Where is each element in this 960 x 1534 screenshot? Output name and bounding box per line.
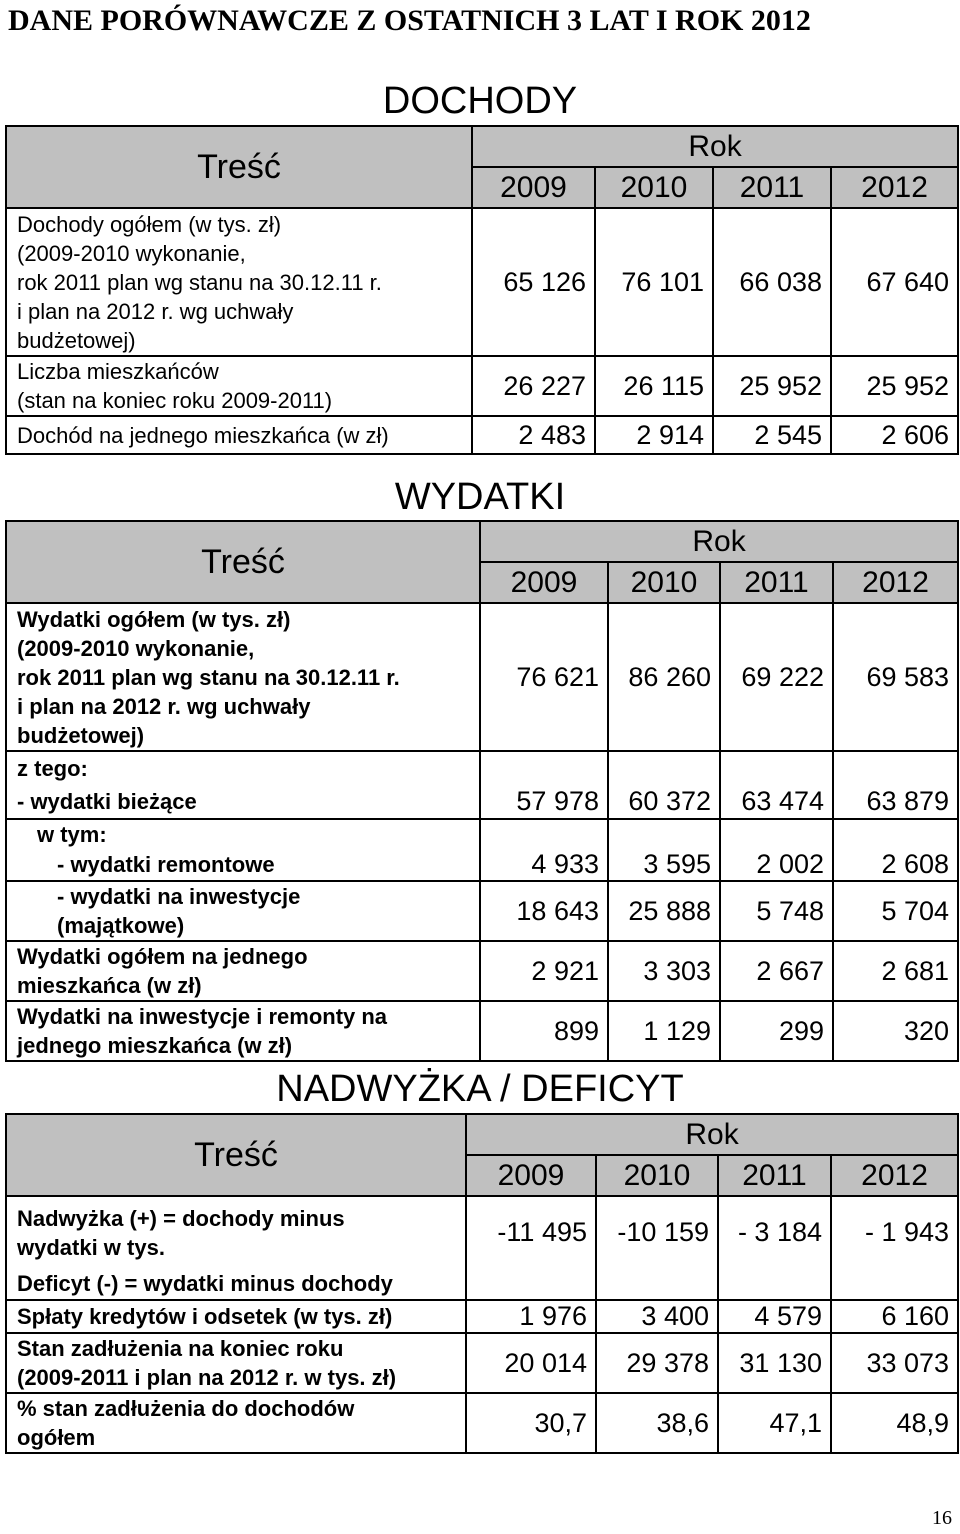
nadwyzka-header-tresc: Treść [6,1114,466,1196]
wydatki-year: 2012 [833,562,958,603]
cell-value: 66 038 [713,208,831,356]
cell-value: 38,6 [596,1393,718,1453]
cell-value: 69 583 [833,603,958,751]
cell-value: 57 978 [480,785,608,819]
cell-value: -10 159 [596,1196,718,1268]
cell-value: 30,7 [466,1393,596,1453]
cell-value: 6 160 [831,1300,958,1333]
table-row [6,208,958,356]
cell-value: 63 474 [720,785,833,819]
cell-value: 63 879 [833,785,958,819]
cell-value: 47,1 [718,1393,831,1453]
dochody-year: 2011 [713,167,831,208]
nadwyzka-year: 2012 [831,1155,958,1196]
nadwyzka-year: 2010 [596,1155,718,1196]
cell-value: 69 222 [720,603,833,751]
wydatki-year: 2009 [480,562,608,603]
table-row [6,1333,958,1393]
page-number: 16 [932,1507,952,1529]
wydatki-year: 2011 [720,562,833,603]
table-row [6,819,958,849]
cell-value: 2 483 [472,416,595,454]
cell-value: 26 227 [472,356,595,416]
row-label: Dochody ogółem (w tys. zł) (2009-2010 wykonanie, rok 2011 plan wg stanu na 30.12.11 r. i plan na 2012 r. wg uchwały budżetowej) [6,208,472,356]
cell-value: 299 [720,1001,833,1061]
cell-value: 29 378 [596,1333,718,1393]
row-label: Wydatki na inwestycje i remonty na jednego mieszkańca (w zł) [6,1001,480,1061]
row-label: Spłaty kredytów i odsetek (w tys. zł) [6,1300,466,1333]
table-row [6,941,958,1001]
cell-value: 2 608 [833,849,958,881]
cell-value: 31 130 [718,1333,831,1393]
row-label: Nadwyżka (+) = dochody minus wydatki w tys. [6,1196,466,1268]
cell-value: 4 579 [718,1300,831,1333]
cell-value: 65 126 [472,208,595,356]
cell-value: 25 952 [831,356,958,416]
cell-value: 1 129 [608,1001,720,1061]
cell-value: 2 681 [833,941,958,1001]
cell-value: 5 748 [720,881,833,941]
cell-value: 25 952 [713,356,831,416]
nadwyzka-year: 2009 [466,1155,596,1196]
cell-value: 18 643 [480,881,608,941]
table-row [6,1268,958,1300]
cell-value: 5 704 [833,881,958,941]
cell-value: 2 545 [713,416,831,454]
row-label: Wydatki ogółem (w tys. zł) (2009-2010 wykonanie, rok 2011 plan wg stanu na 30.12.11 r. i plan na 2012 r. wg uchwały budżetowej) [6,603,480,751]
row-label: Stan zadłużenia na koniec roku (2009-2011 i plan na 2012 r. w tys. zł) [6,1333,466,1393]
row-label: % stan zadłużenia do dochodów ogółem [6,1393,466,1453]
cell-value: 25 888 [608,881,720,941]
cell-value: -11 495 [466,1196,596,1268]
cell-value: 76 621 [480,603,608,751]
table-row [6,881,958,941]
row-label: Liczba mieszkańców (stan na koniec roku 2009-2011) [6,356,472,416]
cell-value: 33 073 [831,1333,958,1393]
dochody-year: 2009 [472,167,595,208]
row-label: w tym: [6,819,480,849]
cell-value: 4 933 [480,849,608,881]
wydatki-table [5,520,959,1062]
cell-value: 320 [833,1001,958,1061]
cell-value: 3 400 [596,1300,718,1333]
cell-value: 3 595 [608,849,720,881]
cell-value: 26 115 [595,356,713,416]
page-title: DANE PORÓWNAWCZE Z OSTATNICH 3 LAT I ROK 2012 [8,4,811,37]
table-row [6,603,958,751]
row-label: Deficyt (-) = wydatki minus dochody [6,1268,466,1300]
cell-value: 2 914 [595,416,713,454]
cell-value: 2 002 [720,849,833,881]
wydatki-year: 2010 [608,562,720,603]
cell-value: 2 606 [831,416,958,454]
table-row [6,1393,958,1453]
dochody-table [5,125,959,455]
dochody-year: 2010 [595,167,713,208]
table-row [6,1196,958,1268]
wydatki-header-rok: Rok [480,521,958,562]
table-row [6,1300,958,1333]
row-label: - wydatki remontowe [6,849,480,881]
cell-value: 3 303 [608,941,720,1001]
row-label: z tego: [6,751,480,785]
row-label: Wydatki ogółem na jednego mieszkańca (w zł) [6,941,480,1001]
table-row [6,416,958,454]
cell-value: 67 640 [831,208,958,356]
cell-value: 1 976 [466,1300,596,1333]
row-label: - wydatki na inwestycje (majątkowe) [6,881,480,941]
cell-value: 48,9 [831,1393,958,1453]
table-row [6,751,958,785]
dochody-header-tresc: Treść [6,126,472,208]
table-row [6,849,958,881]
cell-value: 76 101 [595,208,713,356]
nadwyzka-title: NADWYŻKA / DEFICYT [276,1068,684,1110]
table-row [6,1001,958,1061]
row-label: - wydatki bieżące [6,785,480,819]
cell-value: 2 667 [720,941,833,1001]
wydatki-header-tresc: Treść [6,521,480,603]
table-row [6,785,958,819]
dochody-header-rok: Rok [472,126,958,167]
cell-value: - 3 184 [718,1196,831,1268]
cell-value: - 1 943 [831,1196,958,1268]
cell-value: 86 260 [608,603,720,751]
nadwyzka-year: 2011 [718,1155,831,1196]
cell-value: 2 921 [480,941,608,1001]
wydatki-title: WYDATKI [394,476,566,518]
nadwyzka-header-rok: Rok [466,1114,958,1155]
cell-value: 60 372 [608,785,720,819]
dochody-title: DOCHODY [382,80,578,122]
cell-value: 20 014 [466,1333,596,1393]
row-label: Dochód na jednego mieszkańca (w zł) [6,416,472,454]
table-row [6,356,958,416]
dochody-year: 2012 [831,167,958,208]
cell-value: 899 [480,1001,608,1061]
nadwyzka-table [5,1113,959,1454]
